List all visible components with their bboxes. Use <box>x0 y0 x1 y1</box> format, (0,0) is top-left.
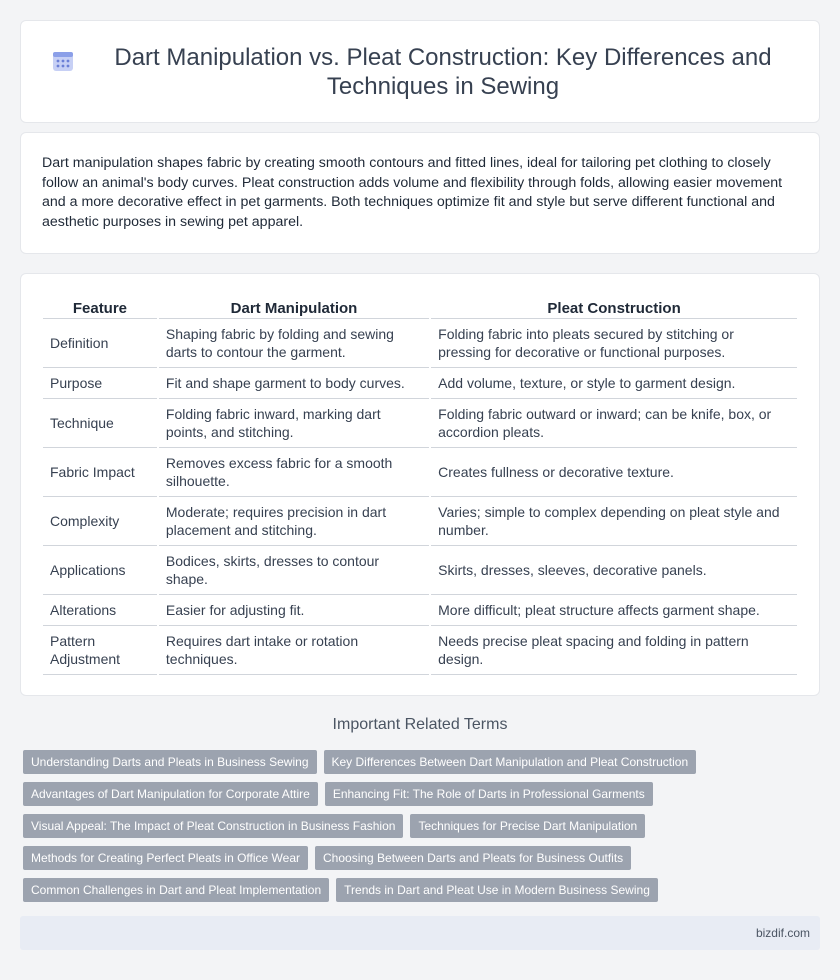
related-terms-list <box>23 750 813 910</box>
related-term-link[interactable]: Techniques for Precise Dart Manipulation <box>410 814 645 838</box>
feature-cell: Definition <box>43 319 157 368</box>
table-row <box>43 497 797 546</box>
related-term-link[interactable]: Common Challenges in Dart and Pleat Implementation <box>23 878 329 902</box>
pleat-cell: Folding fabric into pleats secured by stitching or pressing for decorative or functional purposes. <box>431 319 797 368</box>
related-term-link[interactable]: Visual Appeal: The Impact of Pleat Construction in Business Fashion <box>23 814 403 838</box>
header-feature: Feature <box>43 294 157 319</box>
header-dart-manipulation: Dart Manipulation <box>159 294 429 319</box>
table-row <box>43 399 797 448</box>
pleat-cell: Skirts, dresses, sleeves, decorative panels. <box>431 546 797 595</box>
pleat-cell: More difficult; pleat structure affects garment shape. <box>431 595 797 626</box>
feature-cell: Fabric Impact <box>43 448 157 497</box>
feature-cell: Technique <box>43 399 157 448</box>
feature-cell: Applications <box>43 546 157 595</box>
pleat-cell: Needs precise pleat spacing and folding in pattern design. <box>431 626 797 675</box>
dart-cell: Shaping fabric by folding and sewing darts to contour the garment. <box>159 319 429 368</box>
dart-cell: Removes excess fabric for a smooth silhouette. <box>159 448 429 497</box>
dart-cell: Bodices, skirts, dresses to contour shape. <box>159 546 429 595</box>
related-term-link[interactable]: Understanding Darts and Pleats in Business Sewing <box>23 750 317 774</box>
related-term-link[interactable]: Key Differences Between Dart Manipulation and Pleat Construction <box>324 750 697 774</box>
comparison-table <box>41 294 799 675</box>
table-row <box>43 626 797 675</box>
related-term-link[interactable]: Enhancing Fit: The Role of Darts in Professional Garments <box>325 782 653 806</box>
dart-cell: Easier for adjusting fit. <box>159 595 429 626</box>
dart-cell: Moderate; requires precision in dart placement and stitching. <box>159 497 429 546</box>
dart-cell: Folding fabric inward, marking dart points, and stitching. <box>159 399 429 448</box>
page-title: Dart Manipulation vs. Pleat Construction: Key Differences and Techniques in Sewing <box>114 43 772 100</box>
pleat-cell: Folding fabric outward or inward; can be knife, box, or accordion pleats. <box>431 399 797 448</box>
related-term-link[interactable]: Advantages of Dart Manipulation for Corporate Attire <box>23 782 318 806</box>
feature-cell: Purpose <box>43 368 157 399</box>
pleat-cell: Creates fullness or decorative texture. <box>431 448 797 497</box>
table-row <box>43 368 797 399</box>
intro-paragraph: Dart manipulation shapes fabric by creating smooth contours and fitted lines, ideal for tailoring pet clothing to closely follow an animal's body curves. Pleat construction adds volume and flexibility through folds, allowing easier movement and a more decorative effect in pet garments. Both techniques optimize fit and style but serve different functional and aesthetic purposes in sewing pet apparel. <box>42 155 783 230</box>
dart-cell: Requires dart intake or rotation techniques. <box>159 626 429 675</box>
site-link[interactable]: bizdif.com <box>755 926 810 940</box>
feature-cell: Pattern Adjustment <box>43 626 157 675</box>
header-pleat-construction: Pleat Construction <box>431 294 797 319</box>
table-row <box>43 319 797 368</box>
dart-cell: Fit and shape garment to body curves. <box>159 368 429 399</box>
related-terms-title: Important Related Terms <box>332 716 508 733</box>
table-header-row <box>43 294 797 319</box>
footer <box>20 916 820 950</box>
related-term-link[interactable]: Choosing Between Darts and Pleats for Business Outfits <box>315 846 631 870</box>
title-card <box>20 20 820 123</box>
feature-cell: Alterations <box>43 595 157 626</box>
feature-cell: Complexity <box>43 497 157 546</box>
intro-card <box>20 132 820 254</box>
table-row <box>43 448 797 497</box>
table-row <box>43 546 797 595</box>
calendar-grid-icon <box>51 49 75 73</box>
table-row <box>43 595 797 626</box>
pleat-cell: Add volume, texture, or style to garment design. <box>431 368 797 399</box>
related-term-link[interactable]: Trends in Dart and Pleat Use in Modern Business Sewing <box>336 878 658 902</box>
comparison-table-card <box>20 273 820 696</box>
related-term-link[interactable]: Methods for Creating Perfect Pleats in Office Wear <box>23 846 308 870</box>
pleat-cell: Varies; simple to complex depending on pleat style and number. <box>431 497 797 546</box>
